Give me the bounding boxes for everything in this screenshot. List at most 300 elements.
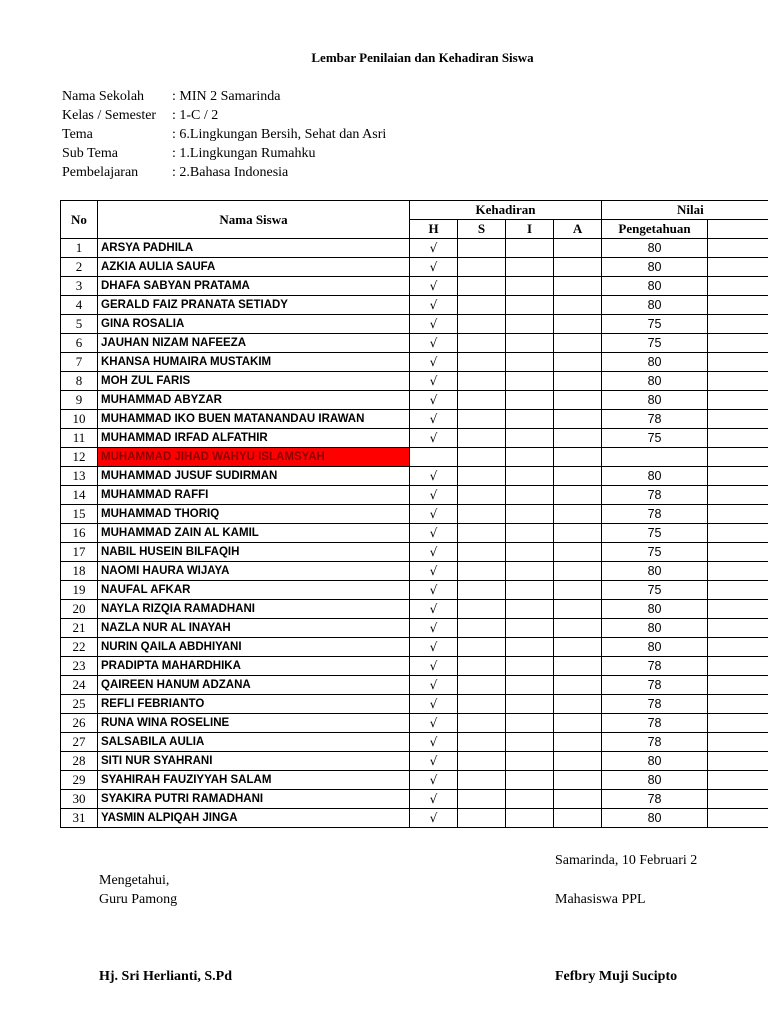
attendance-s [458, 239, 506, 258]
attendance-s [458, 391, 506, 410]
attendance-i [506, 486, 554, 505]
attendance-a [554, 790, 602, 809]
table-row [61, 657, 768, 676]
extra-score [708, 448, 768, 467]
row-number: 30 [61, 790, 98, 809]
student-name: NURIN QAILA ABDHIYANI [98, 638, 410, 657]
attendance-i [506, 771, 554, 790]
attendance-i [506, 752, 554, 771]
attendance-h: √ [410, 752, 458, 771]
student-name: SYAKIRA PUTRI RAMADHANI [98, 790, 410, 809]
attendance-a [554, 277, 602, 296]
knowledge-score: 80 [602, 638, 708, 657]
extra-score [708, 467, 768, 486]
attendance-i [506, 410, 554, 429]
attendance-s [458, 486, 506, 505]
row-number: 27 [61, 733, 98, 752]
attendance-i [506, 448, 554, 467]
header-a: A [554, 220, 602, 239]
knowledge-score: 78 [602, 505, 708, 524]
grade-attendance-table-container [60, 200, 768, 834]
attendance-a [554, 619, 602, 638]
attendance-h: √ [410, 410, 458, 429]
attendance-h: √ [410, 581, 458, 600]
header-i: I [506, 220, 554, 239]
table-row [61, 524, 768, 543]
attendance-s [458, 714, 506, 733]
acknowledged-label: Mengetahui, [99, 873, 170, 888]
attendance-s [458, 410, 506, 429]
attendance-h: √ [410, 695, 458, 714]
row-number: 28 [61, 752, 98, 771]
attendance-s [458, 524, 506, 543]
row-number: 15 [61, 505, 98, 524]
knowledge-score: 75 [602, 543, 708, 562]
student-name: GINA ROSALIA [98, 315, 410, 334]
extra-score [708, 695, 768, 714]
student-name: SITI NUR SYAHRANI [98, 752, 410, 771]
student-name: SYAHIRAH FAUZIYYAH SALAM [98, 771, 410, 790]
attendance-h: √ [410, 296, 458, 315]
attendance-s [458, 258, 506, 277]
student-name: NAZLA NUR AL INAYAH [98, 619, 410, 638]
attendance-i [506, 239, 554, 258]
knowledge-score: 78 [602, 714, 708, 733]
attendance-i [506, 353, 554, 372]
info-label: Pembelajaran [62, 165, 139, 180]
header-s: S [458, 220, 506, 239]
attendance-a [554, 239, 602, 258]
row-number: 17 [61, 543, 98, 562]
row-number: 12 [61, 448, 98, 467]
attendance-h: √ [410, 733, 458, 752]
attendance-h: √ [410, 657, 458, 676]
attendance-i [506, 505, 554, 524]
extra-score [708, 524, 768, 543]
attendance-a [554, 524, 602, 543]
extra-score [708, 486, 768, 505]
student-name: JAUHAN NIZAM NAFEEZA [98, 334, 410, 353]
knowledge-score: 80 [602, 600, 708, 619]
attendance-h: √ [410, 619, 458, 638]
attendance-i [506, 391, 554, 410]
attendance-h: √ [410, 505, 458, 524]
attendance-s [458, 638, 506, 657]
attendance-a [554, 372, 602, 391]
row-number: 8 [61, 372, 98, 391]
extra-score [708, 372, 768, 391]
attendance-h: √ [410, 258, 458, 277]
extra-score [708, 296, 768, 315]
knowledge-score: 75 [602, 524, 708, 543]
attendance-a [554, 638, 602, 657]
attendance-a [554, 771, 602, 790]
student-name: MUHAMMAD IRFAD ALFATHIR [98, 429, 410, 448]
student-name: MOH ZUL FARIS [98, 372, 410, 391]
attendance-i [506, 714, 554, 733]
table-row [61, 714, 768, 733]
row-number: 31 [61, 809, 98, 828]
table-row [61, 695, 768, 714]
extra-score [708, 619, 768, 638]
attendance-a [554, 315, 602, 334]
attendance-h: √ [410, 600, 458, 619]
table-row [61, 733, 768, 752]
table-row [61, 581, 768, 600]
row-number: 9 [61, 391, 98, 410]
attendance-h: √ [410, 809, 458, 828]
place-date: Samarinda, 10 Februari 2 [555, 853, 698, 868]
attendance-i [506, 581, 554, 600]
info-value: : 2.Bahasa Indonesia [172, 165, 289, 180]
table-row [61, 790, 768, 809]
attendance-i [506, 334, 554, 353]
header-grade: Nilai [602, 201, 768, 220]
attendance-s [458, 448, 506, 467]
knowledge-score: 80 [602, 752, 708, 771]
extra-score [708, 733, 768, 752]
attendance-a [554, 695, 602, 714]
row-number: 1 [61, 239, 98, 258]
table-row [61, 239, 768, 258]
knowledge-score: 78 [602, 410, 708, 429]
knowledge-score [602, 448, 708, 467]
table-row [61, 600, 768, 619]
knowledge-score: 80 [602, 353, 708, 372]
attendance-i [506, 543, 554, 562]
attendance-i [506, 676, 554, 695]
student-name: DHAFA SABYAN PRATAMA [98, 277, 410, 296]
attendance-i [506, 733, 554, 752]
attendance-h: √ [410, 562, 458, 581]
student-name: YASMIN ALPIQAH JINGA [98, 809, 410, 828]
info-value: : 6.Lingkungan Bersih, Sehat dan Asri [172, 127, 387, 142]
attendance-h: √ [410, 676, 458, 695]
table-row [61, 334, 768, 353]
attendance-a [554, 809, 602, 828]
attendance-a [554, 600, 602, 619]
knowledge-score: 80 [602, 239, 708, 258]
table-row [61, 429, 768, 448]
attendance-s [458, 372, 506, 391]
info-label: Tema [62, 127, 93, 142]
table-row [61, 258, 768, 277]
knowledge-score: 80 [602, 562, 708, 581]
header-name: Nama Siswa [98, 201, 410, 239]
info-label: Nama Sekolah [62, 89, 145, 104]
attendance-i [506, 562, 554, 581]
knowledge-score: 78 [602, 657, 708, 676]
extra-score [708, 315, 768, 334]
attendance-i [506, 619, 554, 638]
knowledge-score: 75 [602, 429, 708, 448]
knowledge-score: 80 [602, 467, 708, 486]
table-row [61, 448, 768, 467]
attendance-i [506, 790, 554, 809]
student-name: MUHAMMAD IKO BUEN MATANANDAU IRAWAN [98, 410, 410, 429]
attendance-a [554, 505, 602, 524]
row-number: 19 [61, 581, 98, 600]
attendance-s [458, 543, 506, 562]
knowledge-score: 80 [602, 277, 708, 296]
attendance-h: √ [410, 239, 458, 258]
attendance-i [506, 524, 554, 543]
info-value: : 1-C / 2 [172, 108, 219, 123]
row-number: 10 [61, 410, 98, 429]
attendance-s [458, 277, 506, 296]
knowledge-score: 80 [602, 809, 708, 828]
attendance-h: √ [410, 429, 458, 448]
attendance-a [554, 391, 602, 410]
attendance-a [554, 258, 602, 277]
student-name: NAYLA RIZQIA RAMADHANI [98, 600, 410, 619]
extra-score [708, 638, 768, 657]
attendance-s [458, 505, 506, 524]
attendance-i [506, 429, 554, 448]
grade-attendance-table [60, 200, 768, 828]
attendance-h: √ [410, 714, 458, 733]
header-knowledge: Pengetahuan [602, 220, 708, 239]
header-h: H [410, 220, 458, 239]
attendance-s [458, 619, 506, 638]
row-number: 4 [61, 296, 98, 315]
extra-score [708, 543, 768, 562]
knowledge-score: 80 [602, 258, 708, 277]
attendance-a [554, 448, 602, 467]
attendance-i [506, 277, 554, 296]
table-row [61, 543, 768, 562]
row-number: 22 [61, 638, 98, 657]
attendance-a [554, 657, 602, 676]
student-name: NAOMI HAURA WIJAYA [98, 562, 410, 581]
student-name: ARSYA PADHILA [98, 239, 410, 258]
table-row [61, 752, 768, 771]
extra-score [708, 258, 768, 277]
attendance-h: √ [410, 315, 458, 334]
info-value: : 1.Lingkungan Rumahku [172, 146, 316, 161]
attendance-i [506, 315, 554, 334]
attendance-h: √ [410, 486, 458, 505]
knowledge-score: 75 [602, 315, 708, 334]
header-extra [708, 220, 768, 239]
teacher-signature-name: Hj. Sri Herlianti, S.Pd [99, 969, 232, 984]
attendance-s [458, 676, 506, 695]
student-name: SALSABILA AULIA [98, 733, 410, 752]
attendance-h: √ [410, 790, 458, 809]
extra-score [708, 790, 768, 809]
attendance-h: √ [410, 334, 458, 353]
extra-score [708, 771, 768, 790]
attendance-s [458, 581, 506, 600]
row-number: 18 [61, 562, 98, 581]
extra-score [708, 676, 768, 695]
attendance-s [458, 467, 506, 486]
attendance-i [506, 638, 554, 657]
teacher-role: Guru Pamong [99, 892, 178, 907]
student-name: AZKIA AULIA SAUFA [98, 258, 410, 277]
knowledge-score: 75 [602, 581, 708, 600]
attendance-a [554, 429, 602, 448]
student-signature-name: Fefbry Muji Sucipto [555, 969, 678, 984]
extra-score [708, 562, 768, 581]
table-row [61, 486, 768, 505]
student-name: MUHAMMAD JUSUF SUDIRMAN [98, 467, 410, 486]
knowledge-score: 78 [602, 486, 708, 505]
extra-score [708, 581, 768, 600]
attendance-s [458, 733, 506, 752]
attendance-h: √ [410, 391, 458, 410]
student-name: MUHAMMAD ZAIN AL KAMIL [98, 524, 410, 543]
attendance-i [506, 258, 554, 277]
row-number: 6 [61, 334, 98, 353]
student-name: REFLI FEBRIANTO [98, 695, 410, 714]
extra-score [708, 353, 768, 372]
student-name: MUHAMMAD JIHAD WAHYU ISLAMSYAH [98, 448, 410, 467]
attendance-s [458, 334, 506, 353]
attendance-a [554, 543, 602, 562]
student-name: PRADIPTA MAHARDHIKA [98, 657, 410, 676]
student-name: GERALD FAIZ PRANATA SETIADY [98, 296, 410, 315]
row-number: 14 [61, 486, 98, 505]
row-number: 13 [61, 467, 98, 486]
table-row [61, 315, 768, 334]
table-row [61, 391, 768, 410]
table-body [61, 239, 768, 828]
attendance-a [554, 467, 602, 486]
attendance-a [554, 676, 602, 695]
student-role: Mahasiswa PPL [555, 892, 646, 907]
attendance-i [506, 695, 554, 714]
knowledge-score: 78 [602, 695, 708, 714]
row-number: 20 [61, 600, 98, 619]
attendance-s [458, 695, 506, 714]
attendance-s [458, 315, 506, 334]
student-name: MUHAMMAD THORIQ [98, 505, 410, 524]
student-name: KHANSA HUMAIRA MUSTAKIM [98, 353, 410, 372]
attendance-s [458, 809, 506, 828]
attendance-s [458, 752, 506, 771]
attendance-a [554, 486, 602, 505]
extra-score [708, 714, 768, 733]
table-row [61, 296, 768, 315]
table-row [61, 638, 768, 657]
attendance-h: √ [410, 524, 458, 543]
extra-score [708, 657, 768, 676]
row-number: 26 [61, 714, 98, 733]
row-number: 24 [61, 676, 98, 695]
attendance-h [410, 448, 458, 467]
row-number: 2 [61, 258, 98, 277]
row-number: 21 [61, 619, 98, 638]
table-row [61, 676, 768, 695]
extra-score [708, 277, 768, 296]
attendance-s [458, 771, 506, 790]
extra-score [708, 429, 768, 448]
attendance-a [554, 410, 602, 429]
info-value: : MIN 2 Samarinda [172, 89, 281, 104]
attendance-h: √ [410, 277, 458, 296]
attendance-s [458, 353, 506, 372]
knowledge-score: 80 [602, 619, 708, 638]
attendance-a [554, 296, 602, 315]
knowledge-score: 80 [602, 372, 708, 391]
extra-score [708, 391, 768, 410]
row-number: 3 [61, 277, 98, 296]
attendance-i [506, 296, 554, 315]
attendance-s [458, 657, 506, 676]
page-title: Lembar Penilaian dan Kehadiran Siswa [311, 50, 534, 65]
attendance-s [458, 600, 506, 619]
header-no: No [61, 201, 98, 239]
attendance-i [506, 467, 554, 486]
row-number: 11 [61, 429, 98, 448]
table-row [61, 771, 768, 790]
table-row [61, 410, 768, 429]
attendance-a [554, 353, 602, 372]
student-name: QAIREEN HANUM ADZANA [98, 676, 410, 695]
attendance-h: √ [410, 372, 458, 391]
attendance-a [554, 581, 602, 600]
row-number: 7 [61, 353, 98, 372]
knowledge-score: 78 [602, 733, 708, 752]
table-row [61, 809, 768, 828]
attendance-a [554, 714, 602, 733]
attendance-s [458, 562, 506, 581]
row-number: 23 [61, 657, 98, 676]
knowledge-score: 80 [602, 771, 708, 790]
table-row [61, 277, 768, 296]
table-row [61, 562, 768, 581]
attendance-i [506, 372, 554, 391]
row-number: 16 [61, 524, 98, 543]
info-label: Kelas / Semester [62, 108, 157, 123]
attendance-a [554, 752, 602, 771]
row-number: 29 [61, 771, 98, 790]
table-row [61, 353, 768, 372]
knowledge-score: 80 [602, 391, 708, 410]
extra-score [708, 600, 768, 619]
student-name: NABIL HUSEIN BILFAQIH [98, 543, 410, 562]
attendance-h: √ [410, 467, 458, 486]
extra-score [708, 505, 768, 524]
knowledge-score: 78 [602, 676, 708, 695]
student-name: NAUFAL AFKAR [98, 581, 410, 600]
header-attendance: Kehadiran [410, 201, 602, 220]
row-number: 5 [61, 315, 98, 334]
attendance-h: √ [410, 638, 458, 657]
extra-score [708, 334, 768, 353]
student-name: MUHAMMAD RAFFI [98, 486, 410, 505]
attendance-s [458, 296, 506, 315]
table-row [61, 505, 768, 524]
attendance-h: √ [410, 543, 458, 562]
attendance-a [554, 334, 602, 353]
attendance-h: √ [410, 771, 458, 790]
knowledge-score: 78 [602, 790, 708, 809]
extra-score [708, 410, 768, 429]
student-name: MUHAMMAD ABYZAR [98, 391, 410, 410]
attendance-s [458, 790, 506, 809]
attendance-i [506, 657, 554, 676]
row-number: 25 [61, 695, 98, 714]
table-row [61, 372, 768, 391]
knowledge-score: 75 [602, 334, 708, 353]
attendance-i [506, 809, 554, 828]
info-label: Sub Tema [62, 146, 118, 161]
attendance-h: √ [410, 353, 458, 372]
knowledge-score: 80 [602, 296, 708, 315]
extra-score [708, 239, 768, 258]
